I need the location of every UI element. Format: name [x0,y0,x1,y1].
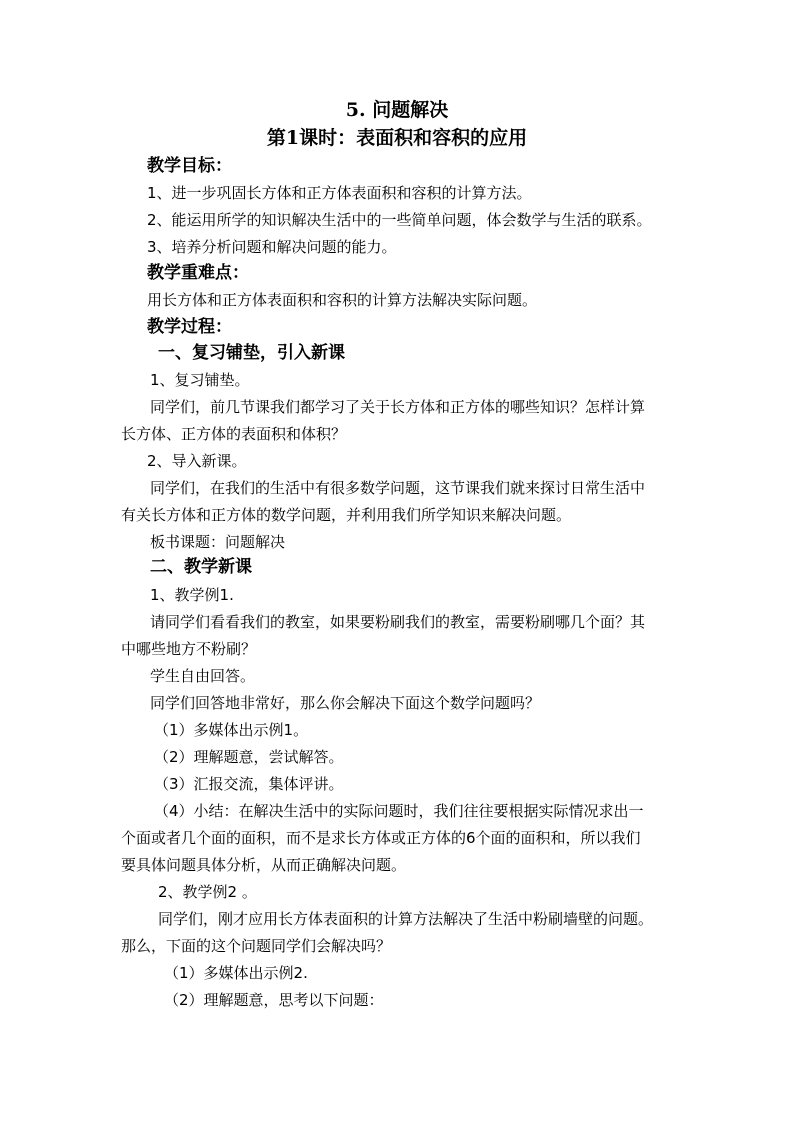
review-text-line: 同学们，前几节课我们都学习了关于长方体和正方体的哪些知识？怎样计算 [150,398,646,416]
example1-step: （2）理解题意，尝试解答。 [154,748,344,766]
document-title: 5. 问题解决 [345,99,449,121]
example2-text-line: 那么，下面的这个问题同学们会解决吗？ [121,937,392,955]
board-title: 板书课题：问题解决 [150,533,286,551]
example1-praise: 同学们回答地非常好，那么你会解决下面这个数学问题吗？ [150,694,541,712]
review-title: 1、复习铺垫。 [150,371,250,389]
example1-step: （3）汇报交流，集体评讲。 [154,775,344,793]
objective-item: 3、培养分析问题和解决问题的能力。 [147,238,397,256]
review-text-line: 长方体、正方体的表面积和体积？ [121,425,347,443]
intro-text-line: 有关长方体和正方体的数学问题，并利用我们所学知识来解决问题。 [121,506,572,524]
example1-summary-line: 要具体问题具体分析，从而正确解决问题。 [121,856,407,874]
intro-title: 2、导入新课。 [147,452,247,470]
example2-step: （2）理解题意，思考以下问题： [164,991,384,1009]
process-heading: 教学过程： [147,317,232,337]
objective-item: 1、进一步巩固长方体和正方体表面积和容积的计算方法。 [147,184,532,202]
example1-step: （1）多媒体出示例1。 [154,721,309,739]
section1-heading: 一、复习铺垫，引入新课 [158,343,345,363]
keypoints-heading: 教学重难点： [147,263,249,283]
objectives-heading: 教学目标： [147,156,232,176]
example2-title: 2、教学例2 。 [158,883,257,901]
objective-item: 2、能运用所学的知识解决生活中的一些简单问题，体会数学与生活的联系。 [147,211,652,229]
example1-text-line: 请同学们看看我们的教室，如果要粉刷我们的教室，需要粉刷哪几个面？其 [150,613,646,631]
example1-summary-line: （4）小结：在解决生活中的实际问题时，我们往往要根据实际情况求出一 [154,802,644,820]
example2-step: （1）多媒体出示例2. [164,964,308,982]
document-subtitle: 第1课时：表面积和容积的应用 [266,127,528,149]
section2-heading: 二、教学新课 [150,557,252,577]
example1-title: 1、教学例1. [150,586,234,604]
keypoints-text: 用长方体和正方体表面积和容积的计算方法解决实际问题。 [147,291,538,309]
example1-answer: 学生自由回答。 [150,667,256,685]
intro-text-line: 同学们，在我们的生活中有很多数学问题，这节课我们就来探讨日常生活中 [150,479,646,497]
example1-text-line: 中哪些地方不粉刷？ [121,640,257,658]
example1-summary-line: 个面或者几个面的面积，而不是求长方体或正方体的6个面的面积和，所以我们 [121,829,641,847]
example2-text-line: 同学们，刚才应用长方体表面积的计算方法解决了生活中粉刷墙壁的问题。 [158,910,654,928]
